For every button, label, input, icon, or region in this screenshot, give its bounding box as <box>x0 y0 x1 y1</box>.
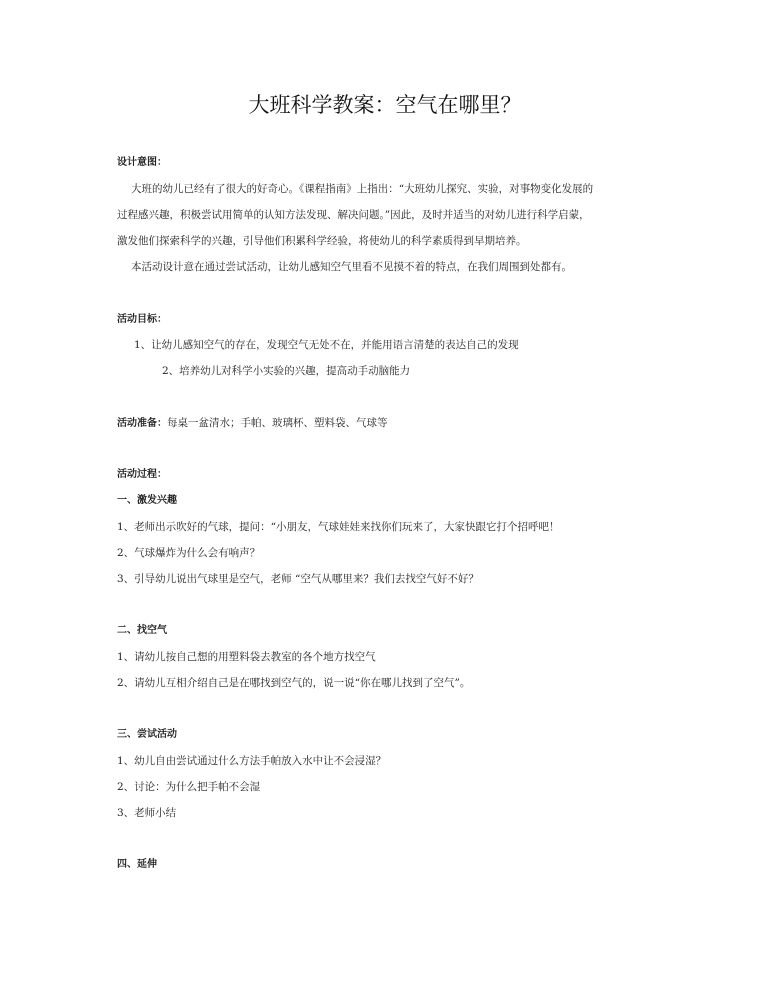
goal-item: 1、让幼儿感知空气的存在，发现空气无处不在，并能用语言清楚的表达自己的发现 <box>134 339 519 351</box>
process-item: 3、老师小结 <box>117 807 177 819</box>
section-title: 四、延伸 <box>117 859 157 870</box>
process-heading: 活动过程： <box>117 469 167 480</box>
design-paragraph-2: 本活动设计意在通过尝试活动，让幼儿感知空气里看不见摸不着的特点，在我们周围到处都有。 <box>131 261 572 273</box>
section-title: 三、尝试活动 <box>117 729 177 740</box>
process-item: 1、幼儿自由尝试通过什么方法手帕放入水中让不会浸湿？ <box>117 755 387 767</box>
design-heading: 设计意图： <box>117 157 167 168</box>
process-item: 1、老师出示吹好的气球，提问：“小朋友，气球娃娃来找你们玩来了，大家快跟它打个招呼吧！ <box>117 521 560 533</box>
goal-item: 2、培养幼儿对科学小实验的兴趣，提高动手动脑能力 <box>162 365 411 377</box>
design-paragraph-line: 激发他们探索科学的兴趣，引导他们积累科学经验，将使幼儿的科学素质得到早期培养。 <box>117 235 527 247</box>
process-item: 2、气球爆炸为什么会有响声？ <box>117 547 261 559</box>
section-title: 二、找空气 <box>117 625 167 636</box>
design-paragraph-line: 过程感兴趣，积极尝试用简单的认知方法发现、解决问题。”因此，及时并适当的对幼儿进行科学启蒙， <box>117 209 590 221</box>
process-item: 1、请幼儿按自己想的用塑料袋去教室的各个地方找空气 <box>117 651 376 663</box>
prep-text: 每桌一盆清水；手帕、玻璃杯、塑料袋、气球等 <box>167 417 388 429</box>
process-item: 3、引导幼儿说出气球里是空气，老师 “空气从哪里来？我们去找空气好不好？ <box>117 573 479 585</box>
section-title: 一、激发兴趣 <box>117 495 177 506</box>
goals-heading: 活动目标： <box>117 314 167 325</box>
page-title: 大班科学教案：空气在哪里？ <box>248 93 522 117</box>
prep-label: 活动准备： <box>117 418 167 429</box>
design-paragraph-line: 大班的幼儿已经有了很大的好奇心。《课程指南》上指出：“大班幼儿探究、实验，对事物变化发展的 <box>131 183 594 195</box>
process-item: 2、请幼儿互相介绍自己是在哪找到空气的，说一说“你在哪儿找到了空气”。 <box>117 677 471 689</box>
prep-line <box>117 415 388 432</box>
process-item: 2、讨论：为什么把手帕不会湿 <box>117 781 261 793</box>
